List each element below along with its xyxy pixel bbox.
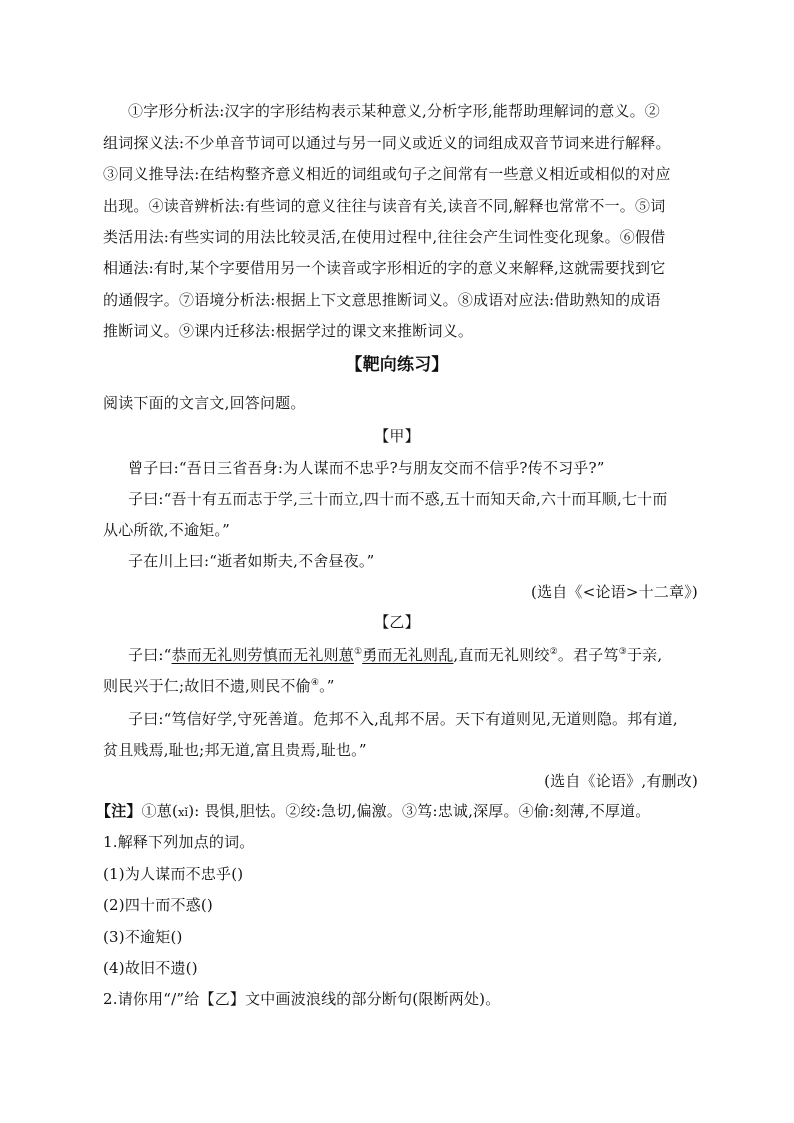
intro-line: 相通法:有时,某个字要借用另一个读音或字形相近的字的意义来解释,这就需要找到它 (103, 259, 666, 277)
notes-prefix: 【注】 (96, 802, 142, 820)
jia-paragraph: 子在川上曰:“逝者如斯夫,不舍昼夜。” (128, 552, 375, 570)
intro-line: 出现。④读音辨析法:有些词的意义往往与读音有关,读音不同,解释也常常不一。⑤词 (103, 197, 666, 215)
question-2: 2.请你用“/”给【乙】文中画波浪线的部分断句(限断两处)。 (103, 990, 501, 1008)
yi-source: (选自《论语》,有删改) (544, 772, 698, 790)
note-text: ①葸( (141, 802, 179, 820)
intro-line: ③同义推导法:在结构整齐意义相近的词组或句子之间常有一些意义相近或相似的对应 (103, 165, 671, 183)
passage-jia-label: 【甲】 (374, 427, 420, 445)
yi-text: 子曰:“ (128, 646, 172, 664)
intro-line: 推断词义。⑨课内迁移法:根据学过的课文来推断词义。 (103, 322, 474, 340)
jia-paragraph: 子曰:“吾十有五而志于学,三十而立,四十而不惑,五十而知天命,六十而耳顺,七十而 (128, 490, 668, 508)
yi-text: 。君子笃 (557, 646, 619, 664)
jia-source: (选自《<论语>十二章》) (531, 583, 698, 601)
wavy-underlined-text: 恭而无礼则劳慎而无礼则葸 (171, 646, 354, 664)
note-marker: ① (353, 647, 363, 657)
pinyin: xǐ (178, 806, 189, 819)
question-1: 1.解释下列加点的词。 (103, 833, 255, 851)
intro-line: 的通假字。⑦语境分析法:根据上下文意思推断词义。⑧成语对应法:借助熟知的成语 (103, 291, 661, 309)
intro-line: 类活用法:有些实词的用法比较灵活,在使用过程中,往往会产生词性变化现象。⑥假借 (103, 228, 666, 246)
notes-line (96, 801, 696, 823)
yi-text: 则民兴于仁;故旧不遗,则民不偷 (103, 677, 311, 695)
yi-paragraph: 子曰:“笃信好学,守死善道。危邦不入,乱邦不居。天下有道则见,无道则隐。邦有道, (128, 710, 678, 728)
intro-line: 组词探义法:不少单音节词可以通过与另一同义或近义的词组成双音节词来进行解释。 (103, 134, 671, 152)
note-marker: ③ (618, 647, 627, 657)
yi-text: 于亲, (626, 646, 663, 664)
note-marker: ② (549, 647, 558, 657)
yi-paragraph (103, 676, 703, 696)
intro-line: ①字形分析法:汉字的字形结构表示某种意义,分析字形,能帮助理解词的意义。② (128, 102, 660, 120)
question-item: (1)为人谋而不忠乎() (103, 865, 244, 883)
yi-paragraph (128, 645, 728, 665)
wavy-underlined-text: 勇而无礼则乱 (362, 646, 454, 664)
jia-paragraph: 曾子曰:“吾日三省吾身:为人谋而不忠乎?与朋友交而不信乎?传不习乎?” (128, 459, 605, 477)
yi-paragraph: 贫且贱焉,耻也;邦无道,富且贵焉,耻也。” (103, 741, 367, 759)
question-item: (3)不逾矩() (103, 928, 183, 946)
passage-yi-label: 【乙】 (374, 613, 420, 631)
note-text: ): 畏惧,胆怯。②绞:急切,偏激。③笃:忠诚,深厚。④偷:刻薄,不厚道。 (188, 802, 651, 820)
question-item: (2)四十而不惑() (103, 896, 213, 914)
instruction: 阅读下面的文言文,回答问题。 (103, 394, 306, 412)
section-title: 【靶向练习】 (345, 355, 449, 375)
yi-text: ,直而无礼则绞 (453, 646, 550, 664)
question-item: (4)故旧不遗() (103, 959, 198, 977)
jia-paragraph: 从心所欲,不逾矩。” (103, 521, 230, 539)
note-marker: ④ (310, 678, 320, 688)
yi-text: 。” (319, 677, 335, 695)
